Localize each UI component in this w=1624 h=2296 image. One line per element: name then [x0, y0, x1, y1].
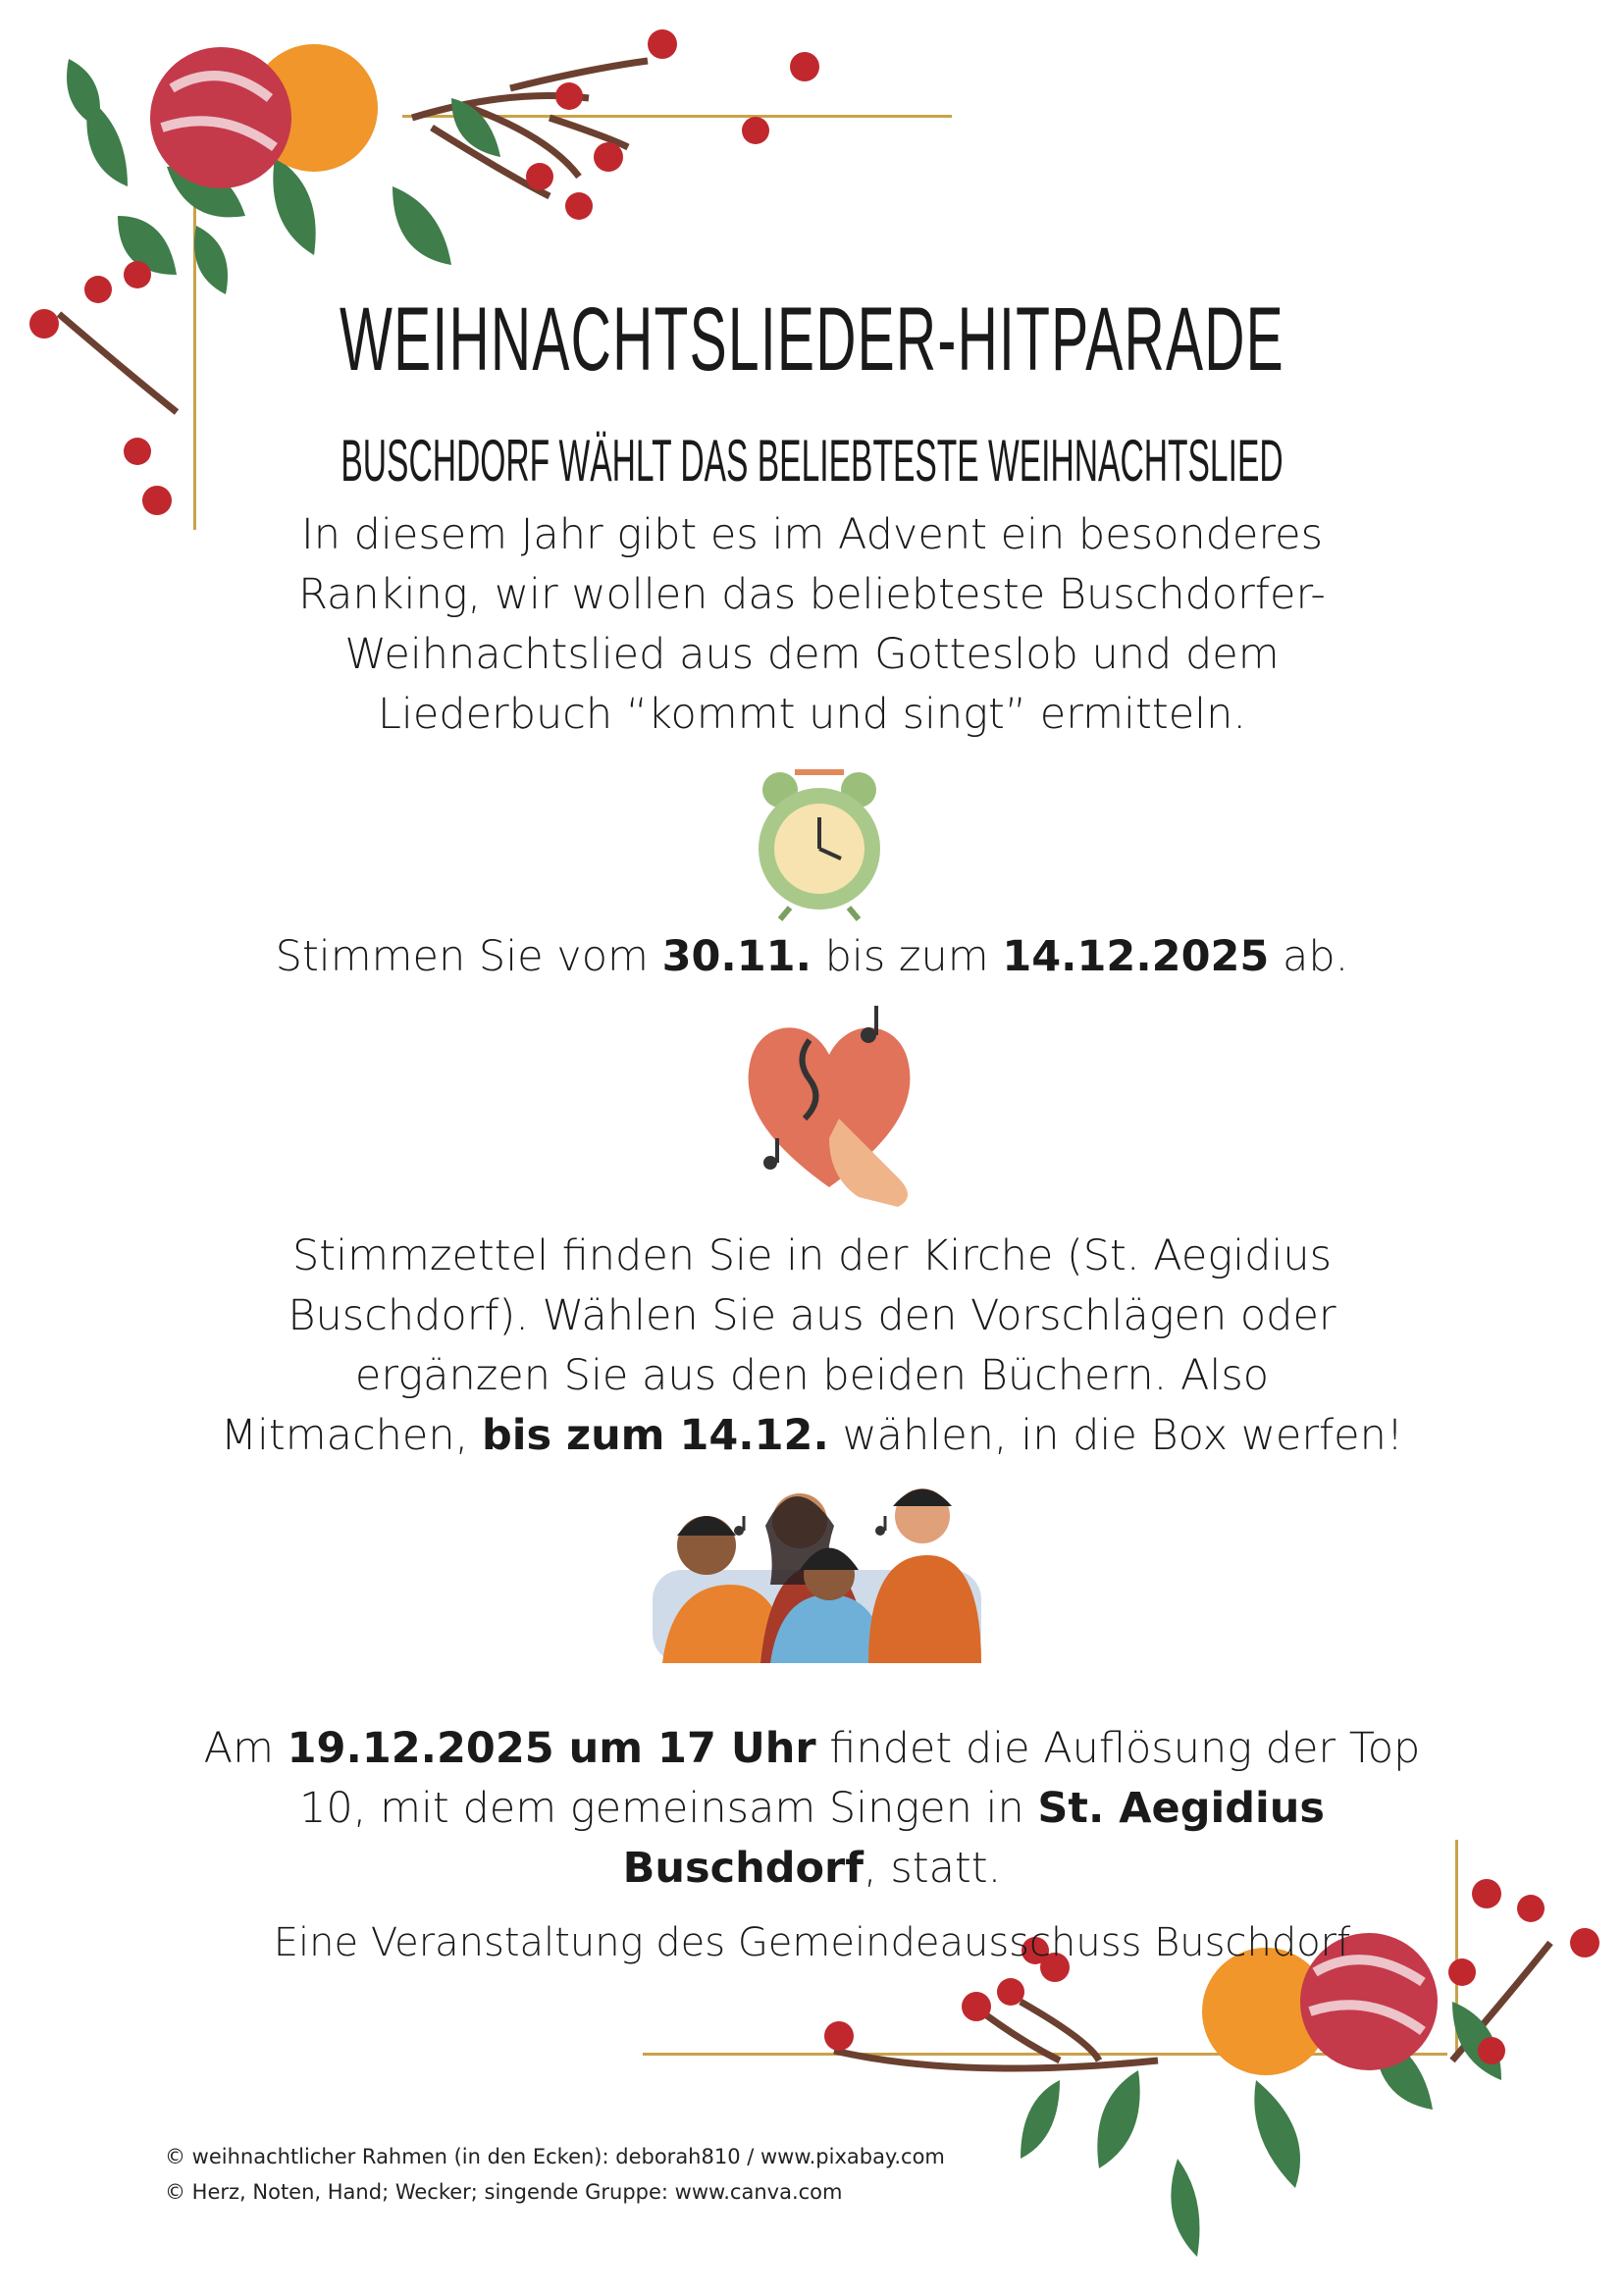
credit-line: © Herz, Noten, Hand; Wecker; singende Gruppe: www.canva.com — [165, 2180, 843, 2204]
ballot-line — [0, 1406, 1624, 1466]
vote-end-date: 14.12.2025 — [1002, 932, 1270, 981]
intro-line: In diesem Jahr gibt es im Advent ein besonderes — [301, 510, 1323, 559]
ballot-line: Stimmzettel finden Sie in der Kirche (St. Aegidius — [292, 1231, 1332, 1280]
result-paragraph — [0, 1719, 1624, 1899]
ballot-line: Buschdorf). Wählen Sie aus den Vorschlägen oder — [288, 1291, 1336, 1340]
vote-period-text: Stimmen Sie vom — [275, 932, 662, 981]
vote-period — [0, 927, 1624, 987]
intro-line: Weihnachtslied aus dem Gotteslob und dem — [344, 630, 1280, 679]
vote-period-text: bis zum — [811, 932, 1003, 981]
ballot-line: ergänzen Sie aus den beiden Büchern. Also — [354, 1351, 1270, 1400]
result-place: Buschdorf — [622, 1844, 864, 1893]
ballot-paragraph — [0, 1226, 1624, 1466]
organizer-note: Eine Veranstaltung des Gemeindeausschuss Buschdorf — [273, 1920, 1351, 1965]
result-text: Am — [203, 1724, 288, 1773]
vote-period-text: ab. — [1269, 932, 1349, 981]
result-text: 10, mit dem gemeinsam Singen in — [299, 1784, 1038, 1833]
vote-start-date: 30.11. — [661, 932, 812, 981]
result-place: St. Aegidius — [1037, 1784, 1325, 1833]
result-line — [0, 1719, 1624, 1779]
credit-line: © weihnachtlicher Rahmen (in den Ecken): deborah810 / www.pixabay.com — [165, 2145, 945, 2168]
result-datetime: 19.12.2025 um 17 Uhr — [287, 1724, 816, 1773]
intro-paragraph — [0, 505, 1624, 745]
ballot-text: wählen, in die Box werfen! — [828, 1411, 1404, 1460]
page-title: WEIHNACHTSLIEDER-HITPARADE — [340, 289, 1284, 390]
ballot-deadline: bis zum 14.12. — [481, 1411, 829, 1460]
result-text: , statt. — [863, 1844, 1002, 1893]
ballot-text: Mitmachen, — [220, 1411, 482, 1460]
page-subtitle: BUSCHDORF WÄHLT DAS BELIEBTESTE WEIHNACHTSLIED — [341, 428, 1283, 494]
intro-line: Liederbuch “kommt und singt” ermitteln. — [377, 690, 1247, 739]
result-text: findet die Auflösung der Top — [815, 1724, 1421, 1773]
singing-group-illustration — [653, 1477, 981, 1663]
image-credits — [165, 2139, 945, 2210]
alarm-clock-icon — [751, 760, 888, 922]
intro-line: Ranking, wir wollen das beliebteste Buschdorfer- — [298, 570, 1326, 619]
result-line — [0, 1779, 1624, 1839]
result-line — [0, 1839, 1624, 1899]
heart-music-hand-icon — [741, 1001, 922, 1207]
